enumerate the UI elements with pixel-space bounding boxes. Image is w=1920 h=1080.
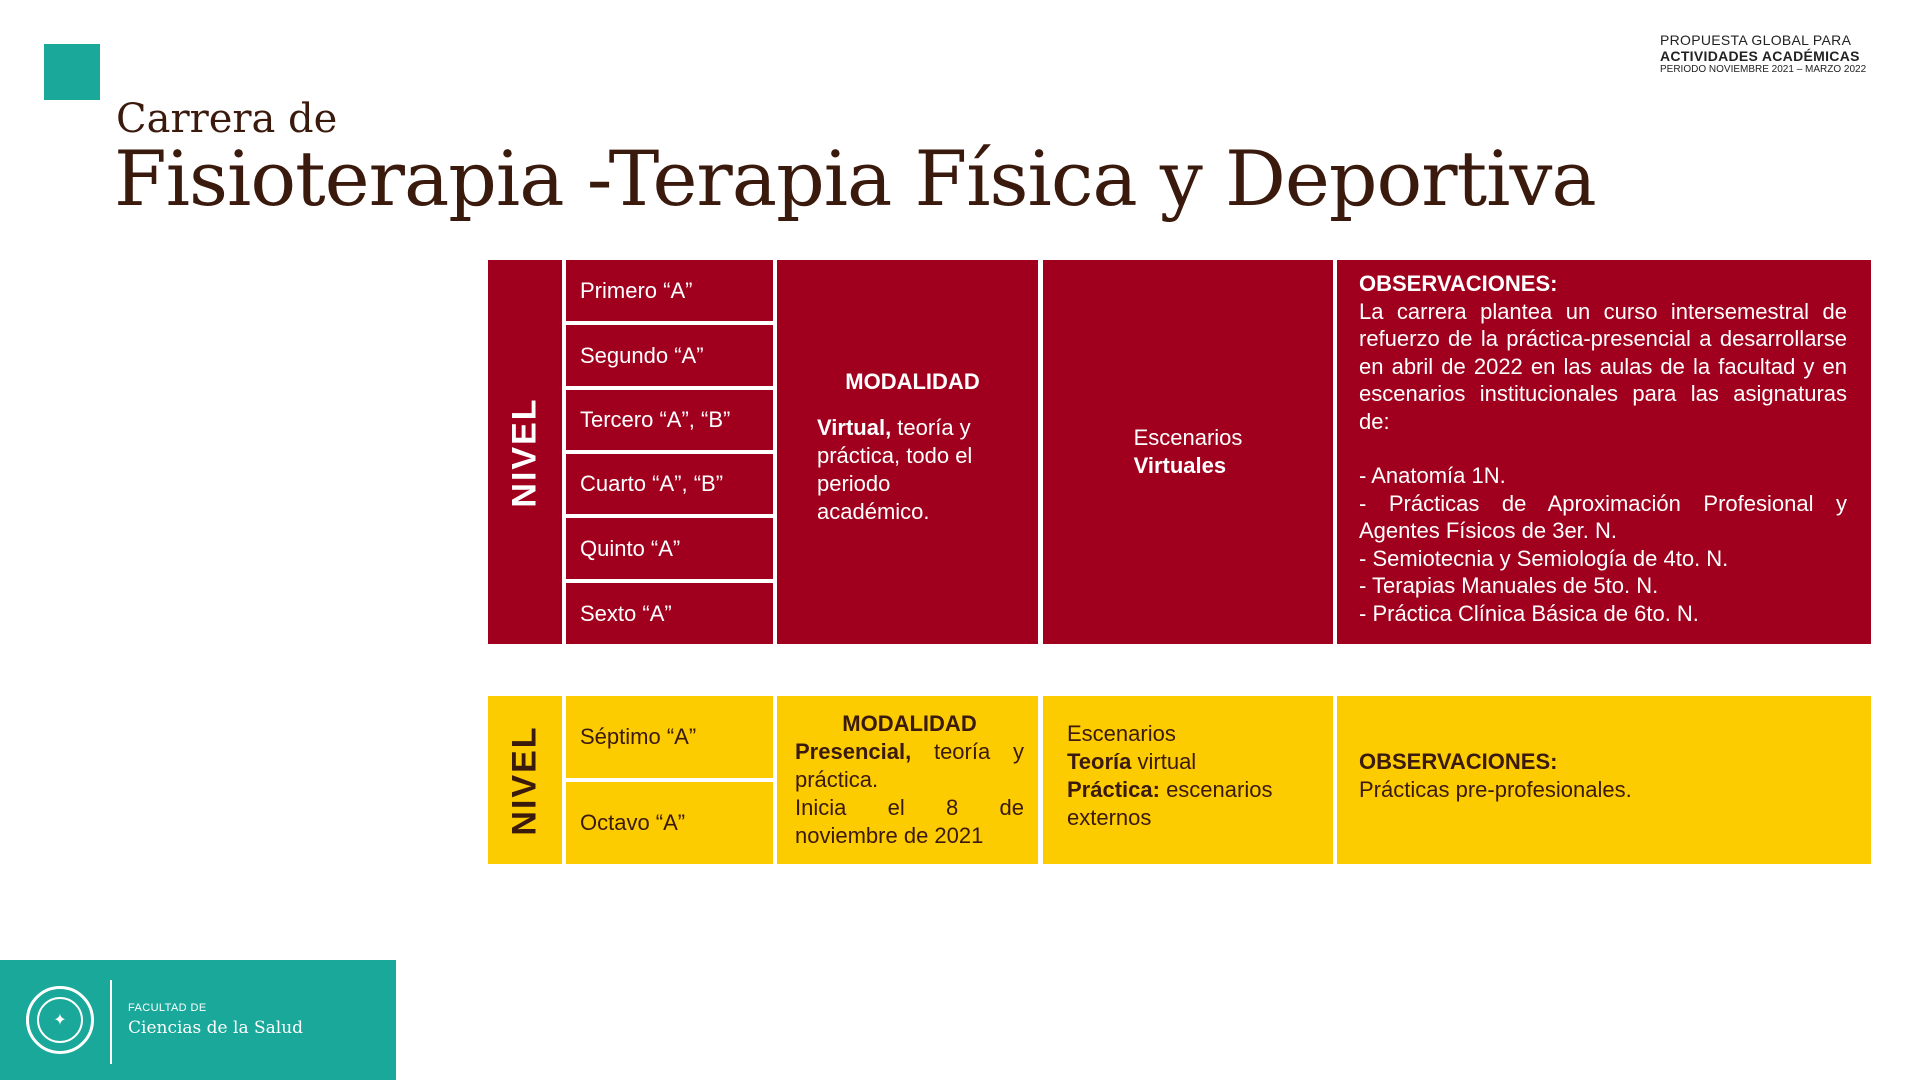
level-cell-7: Séptimo “A” [566,696,773,778]
nivel-label-2 [488,696,562,864]
faculty-name: Ciencias de la Salud [128,1018,304,1038]
modalidad-body [817,414,1008,526]
modalidad-text: teoría y práctica, todo el periodo académico. [817,415,973,524]
footer-bar [0,960,396,1080]
nivel-text: NIVEL [505,724,544,836]
teoria-bold: Teoría [1067,749,1132,774]
observaciones-item: - Semiotecnia y Semiología de 4to. N. [1359,545,1729,571]
escenarios-cell-2 [1043,696,1333,864]
title-prefix: Carrera de [116,96,338,142]
header-line-1: PROPUESTA GLOBAL PARA [1660,32,1852,48]
faculty-label: FACULTAD DE [128,1002,207,1014]
header-line-3: PERIODO NOVIEMBRE 2021 – MARZO 2022 [1660,64,1867,75]
observaciones-item: - Práctica Clínica Básica de 6to. N. [1359,600,1699,626]
observaciones-cell-1 [1337,260,1871,644]
modalidad-start: Inicia el 8 de noviembre de 2021 [795,795,1024,848]
escenarios-bold: Virtuales [1133,453,1227,478]
observaciones-text: Prácticas pre-profesionales. [1359,777,1632,802]
modalidad-bold: Presencial, [795,739,912,764]
level-cell-8: Octavo “A” [566,782,773,864]
practica-bold: Práctica: [1067,777,1160,802]
level-cell-5: Quinto “A” [566,518,773,579]
modalidad-bold: Virtual, [817,415,892,440]
modalidad-body [795,738,1024,794]
observaciones-item: - Prácticas de Aproximación Profesional y Agentes Físicos de 3er. N. [1359,490,1847,543]
level-cell-4: Cuarto “A”, “B” [566,454,773,514]
level-cell-3: Tercero “A”, “B” [566,390,773,450]
seal-inner-icon: ✦ [37,997,83,1043]
footer-divider [110,980,112,1064]
modalidad-heading: MODALIDAD [845,369,980,394]
practica-text: escenarios externos [1067,777,1273,830]
escenarios-teoria [1067,748,1315,776]
modalidad-cell-2 [777,696,1038,864]
observaciones-heading: OBSERVACIONES: [1359,271,1558,296]
nivel-text: NIVEL [505,396,544,508]
level-cell-1: Primero “A” [566,260,773,321]
level-cell-6: Sexto “A” [566,583,773,644]
header-line-2: ACTIVIDADES ACADÉMICAS [1660,48,1860,64]
observaciones-item: - Terapias Manuales de 5to. N. [1359,573,1659,598]
escenarios-cell-1 [1043,260,1333,644]
escenarios-text: Escenarios [1067,721,1176,746]
level-cell-2: Segundo “A” [566,325,773,386]
nivel-label-1 [488,260,562,644]
decorative-teal-square [44,44,100,100]
modalidad-cell-1 [777,260,1038,644]
escenarios-body [1134,424,1243,480]
escenarios-text: Escenarios [1133,425,1243,450]
page-title: Fisioterapia -Terapia Física y Deportiva [114,134,1596,223]
modalidad-heading: MODALIDAD [842,711,977,736]
observaciones-item: - Anatomía 1N. [1359,463,1506,488]
observaciones-heading: OBSERVACIONES: [1359,749,1558,774]
observaciones-intro: La carrera plantea un curso intersemestral de refuerzo de la práctica-presencial a desarrollarse en abril de 2022 en las aulas de la facultad y en escenarios institucionales para las asignaturas de: [1359,298,1847,434]
teoria-text: virtual [1131,749,1197,774]
header-block [1660,32,1890,75]
observaciones-cell-2 [1337,696,1871,864]
university-seal-icon [26,986,94,1054]
modalidad-text: teoría y práctica. [795,739,1024,792]
escenarios-practica [1067,776,1315,832]
